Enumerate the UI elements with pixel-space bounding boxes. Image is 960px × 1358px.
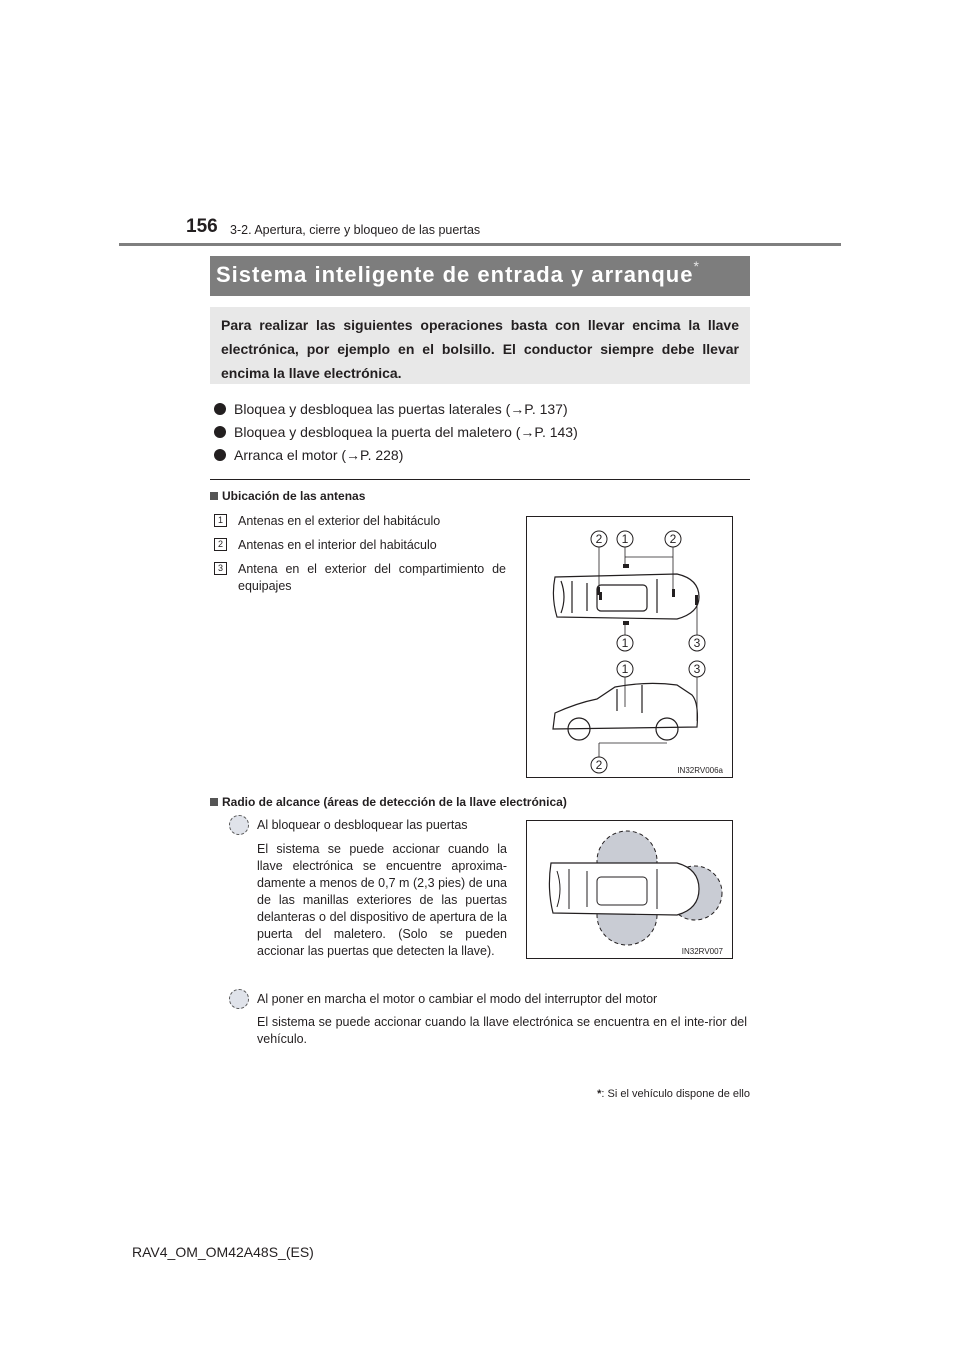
bullet-dot <box>214 449 226 461</box>
range-item-1-text: El sistema se puede accionar cuando la llave electrónica se encuentre aproxima-damente a menos de 0,7 m (2,3 pies) de una de las manillas exteriores de las puertas delanteras o del dispositivo de apertura de la puerta del maletero. (Solo se pueden accionar las puertas que detecten la llave). <box>257 842 507 958</box>
range-figure <box>526 820 733 959</box>
dashed-circle-icon <box>229 815 249 835</box>
number-3-icon: 3 <box>214 562 227 575</box>
footnote: *: Si el vehículo dispone de ello <box>597 1088 750 1100</box>
callout-1: 1 <box>621 662 629 676</box>
footnote-asterisk: * <box>597 1088 602 1100</box>
dashed-circle-icon <box>229 989 249 1009</box>
callout-1: 1 <box>621 532 629 546</box>
number-1-icon: 1 <box>214 514 227 527</box>
square-bullet-icon <box>210 492 218 500</box>
title-asterisk: * <box>693 258 700 274</box>
callout-1: 1 <box>621 636 629 650</box>
callout-2: 2 <box>669 532 677 546</box>
bullet-item: Arranca el motor (→P. 228) <box>214 447 403 463</box>
bullet-item: Bloquea y desbloquea la puerta del maletero (→P. 143) <box>214 424 578 440</box>
figure-code: IN32RV007 <box>681 947 723 956</box>
antenna-figure <box>526 516 733 778</box>
range-item-2-text: El sistema se puede accionar cuando la llave electrónica se encuentra en el inte-rior del vehículo. <box>257 1015 747 1046</box>
antenna-item-3: 3 Antena en el exterior del compartimiento de equipajes <box>214 561 508 601</box>
antennas-heading: Ubicación de las antenas <box>210 489 365 503</box>
callout-2: 2 <box>595 758 603 772</box>
antenna-item-1: 1 Antenas en el exterior del habitáculo <box>214 513 508 533</box>
range-item-2-title: Al poner en marcha el motor o cambiar el modo del interruptor del motor <box>257 992 658 1006</box>
callout-3: 3 <box>693 662 701 676</box>
number-2-icon: 2 <box>214 538 227 551</box>
callout-3: 3 <box>693 636 701 650</box>
square-bullet-icon <box>210 798 218 806</box>
bullet-dot <box>214 403 226 415</box>
header-rule <box>119 243 841 246</box>
bullet-dot <box>214 426 226 438</box>
range-diagram <box>527 821 732 958</box>
figure-code: IN32RV006a <box>677 766 723 775</box>
section-divider <box>210 479 750 480</box>
range-heading: Radio de alcance (áreas de detección de la llave electrónica) <box>210 795 567 809</box>
antenna-diagram <box>527 517 732 777</box>
page-title: Sistema inteligente de entrada y arranque* <box>216 258 700 287</box>
antenna-item-2: 2 Antenas en el interior del habitáculo <box>214 537 508 557</box>
section-title: 3-2. Apertura, cierre y bloqueo de las puertas <box>230 223 481 237</box>
intro-text: Para realizar las siguientes operaciones basta con llevar encima la llave electrónica, por ejemplo en el bolsillo. El conductor siempre debe llevar encima la llave electrónica. <box>221 317 739 381</box>
document-code: RAV4_OM_OM42A48S_(ES) <box>132 1244 314 1260</box>
range-item-1-title: Al bloquear o desbloquear las puertas <box>257 818 468 832</box>
callout-2: 2 <box>595 532 603 546</box>
bullet-item: Bloquea y desbloquea las puertas laterales (→P. 137) <box>214 401 568 417</box>
page-number: 156 <box>186 216 218 237</box>
